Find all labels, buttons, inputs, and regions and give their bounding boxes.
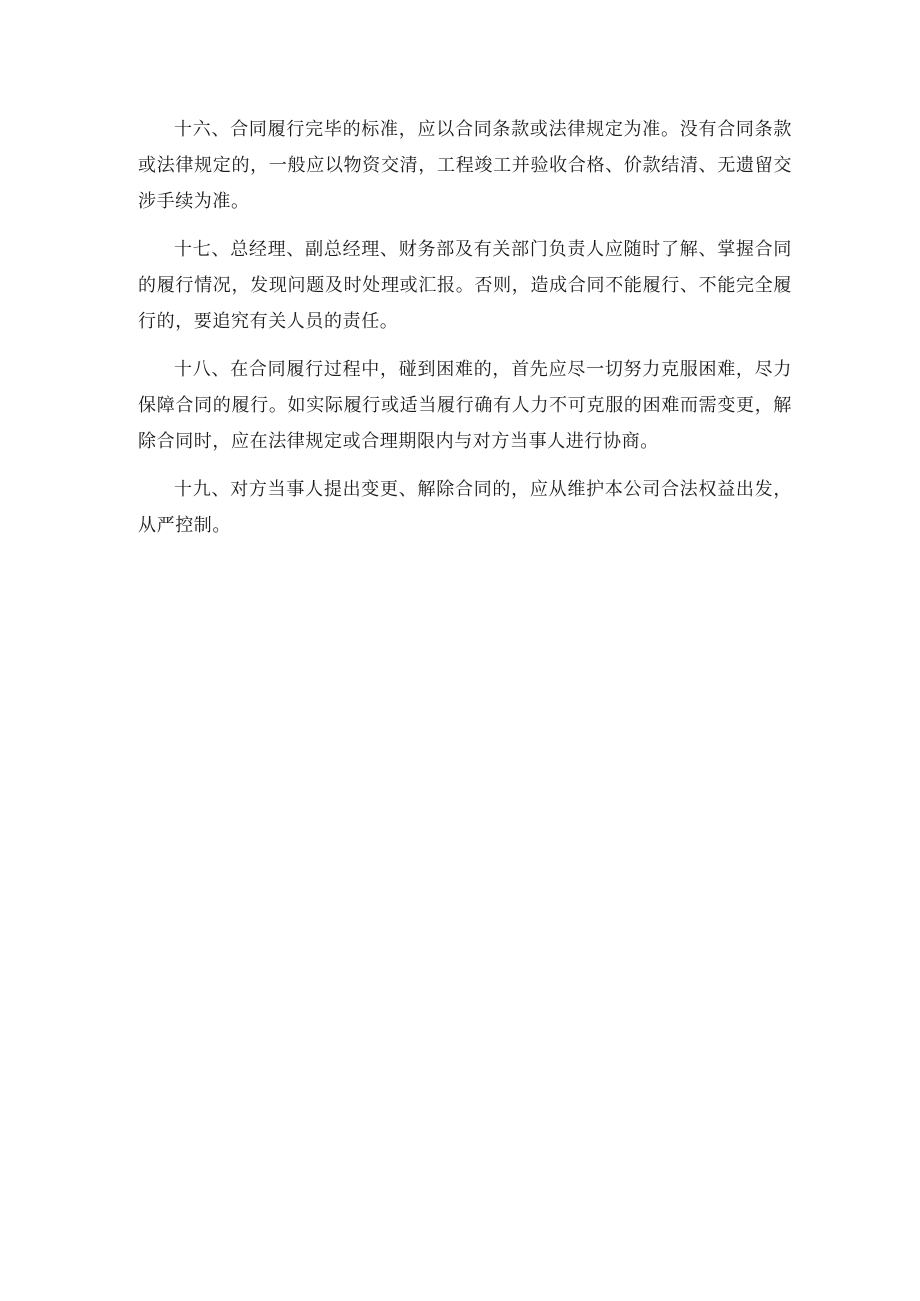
paragraph-19: 十九、对方当事人提出变更、解除合同的，应从维护本公司合法权益出发，从严控制。 (138, 479, 792, 536)
paragraph-17: 十七、总经理、副总经理、财务部及有关部门负责人应随时了解、掌握合同的履行情况，发现问题及时处理或汇报。否则，造成合同不能履行、不能完全履行的，要追究有关人员的责任。 (138, 239, 792, 332)
paragraph-18: 十八、在合同履行过程中，碰到困难的，首先应尽一切努力克服困难，尽力保障合同的履行。如实际履行或适当履行确有人力不可克服的困难而需变更，解除合同时，应在法律规定或合理期限内与对方当事人进行协商。 (138, 359, 792, 452)
paragraph-16: 十六、合同履行完毕的标准，应以合同条款或法律规定为准。没有合同条款或法律规定的，一般应以物资交清，工程竣工并验收合格、价款结清、无遗留交涉手续为准。 (138, 119, 792, 212)
document-body (138, 112, 792, 556)
